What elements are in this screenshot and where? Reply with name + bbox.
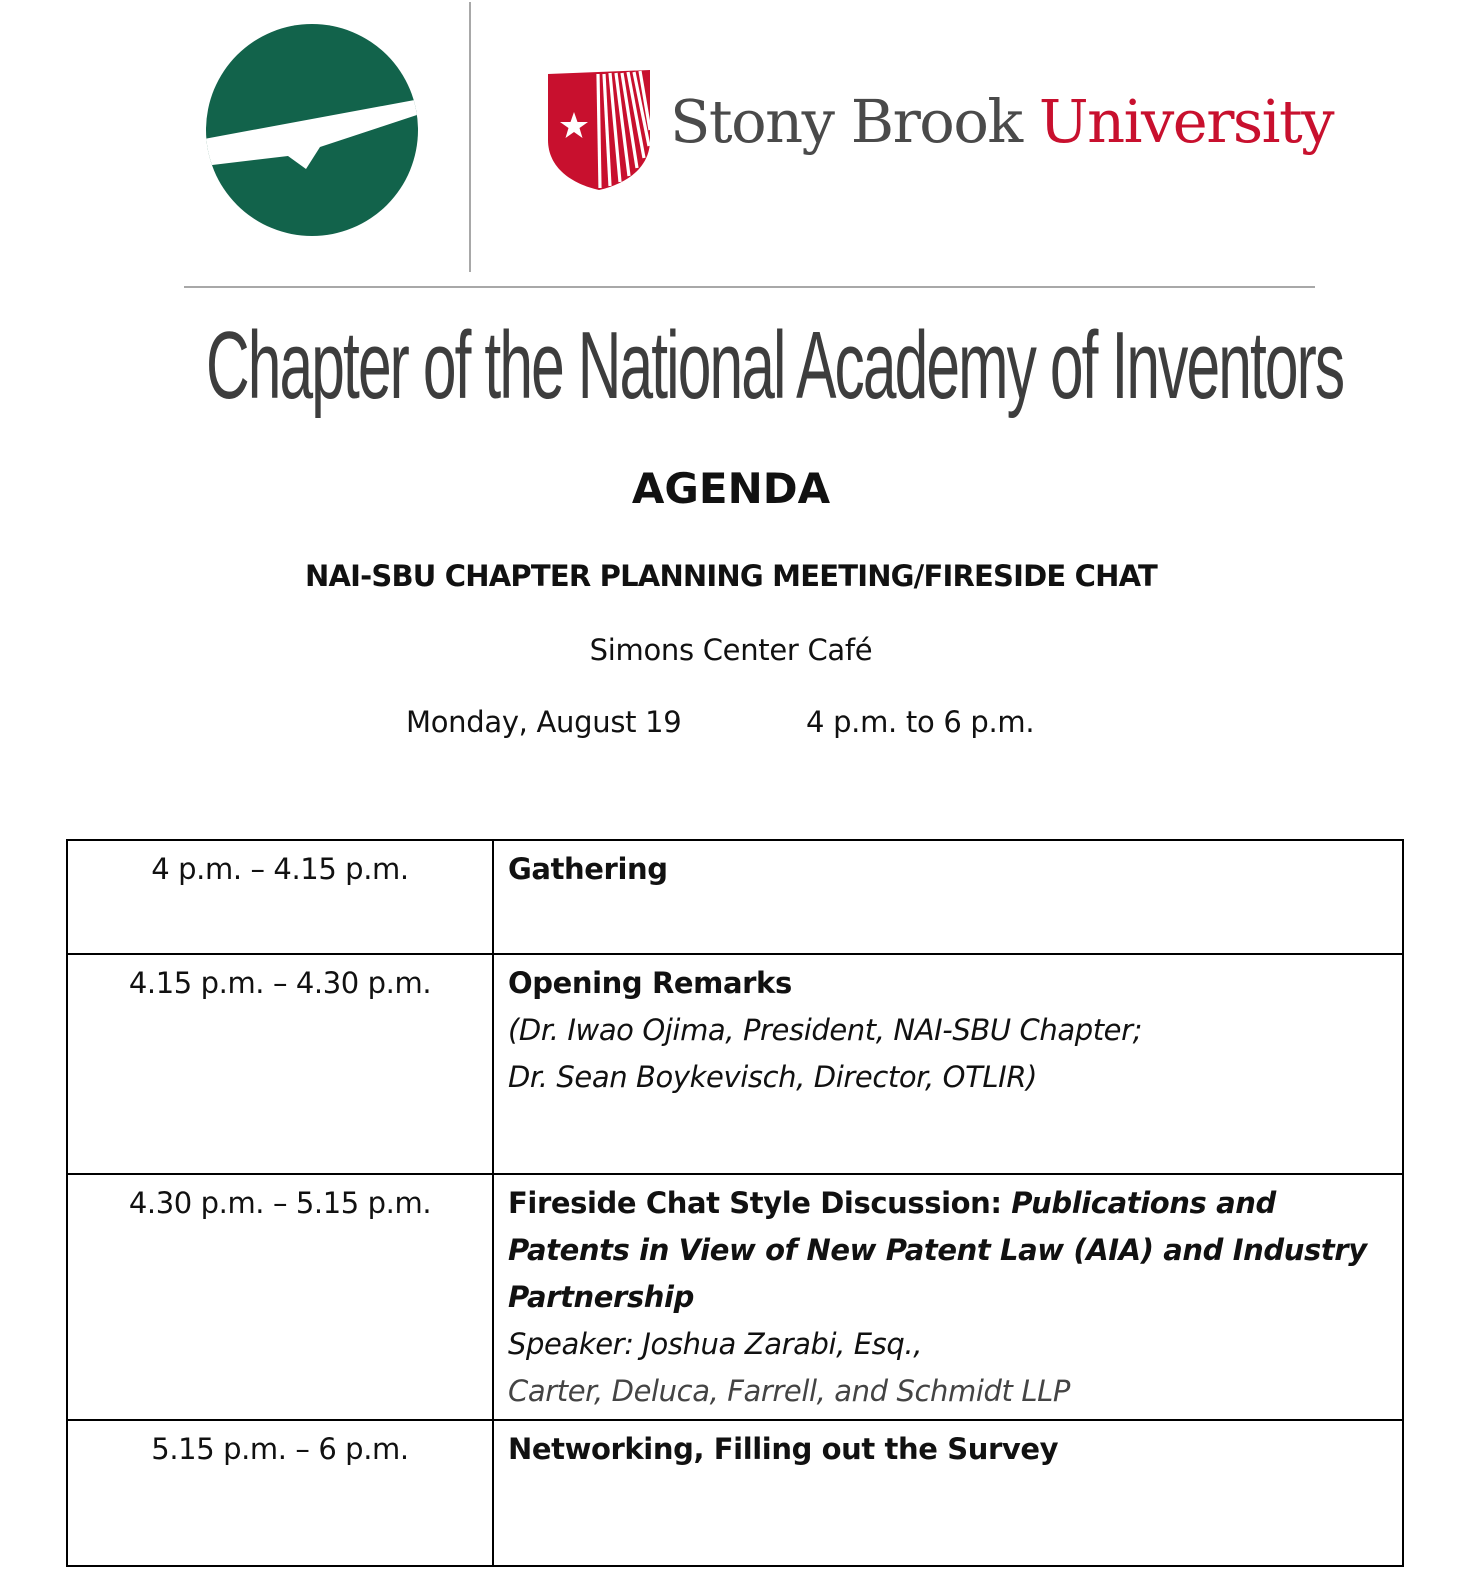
item-title: Fireside Chat Style Discussion: — [508, 1186, 1012, 1220]
item-detail: Carter, Deluca, Farrell, and Schmidt LLP — [508, 1374, 1070, 1408]
table-row — [67, 840, 1403, 954]
header-vertical-divider — [469, 2, 471, 272]
sbu-shield-logo — [546, 68, 652, 192]
sbu-wordmark — [670, 87, 1334, 156]
item-cell — [493, 1420, 1403, 1566]
item-title: Gathering — [508, 852, 668, 886]
header-logos — [0, 0, 1462, 300]
item-title: Networking, Filling out the Survey — [508, 1432, 1059, 1466]
agenda-heading: AGENDA — [631, 464, 831, 513]
item-cell — [493, 1174, 1403, 1420]
item-detail: (Dr. Iwao Ojima, President, NAI-SBU Chapter; — [508, 1013, 1143, 1047]
item-title-italic: Partnership — [508, 1280, 694, 1314]
item-detail: Dr. Sean Boykevisch, Director, OTLIR) — [508, 1060, 1037, 1094]
table-row — [67, 1174, 1403, 1420]
item-title-italic: Publications and — [1011, 1186, 1276, 1220]
chapter-title: Chapter of the National Academy of Inventors — [206, 312, 1344, 419]
agenda-table — [66, 839, 1404, 1567]
time-cell: 4.30 p.m. – 5.15 p.m. — [67, 1174, 493, 1420]
sbu-wordmark-university: University — [1038, 87, 1334, 156]
table-row — [67, 954, 1403, 1174]
meeting-date: Monday, August 19 — [406, 705, 682, 739]
time-cell: 4 p.m. – 4.15 p.m. — [67, 840, 493, 954]
table-row — [67, 1420, 1403, 1566]
meeting-title: NAI-SBU CHAPTER PLANNING MEETING/FIRESIDE CHAT — [305, 559, 1157, 593]
header-horizontal-divider — [184, 286, 1315, 288]
time-cell: 4.15 p.m. – 4.30 p.m. — [67, 954, 493, 1174]
nai-logo — [204, 24, 420, 236]
meeting-venue: Simons Center Café — [589, 633, 873, 667]
sbu-wordmark-stony-brook: Stony Brook — [670, 87, 1022, 156]
item-cell — [493, 954, 1403, 1174]
time-cell: 5.15 p.m. – 6 p.m. — [67, 1420, 493, 1566]
item-title-italic: Patents in View of New Patent Law (AIA) and Industry — [508, 1233, 1367, 1267]
item-cell — [493, 840, 1403, 954]
item-title: Opening Remarks — [508, 966, 792, 1000]
meeting-time: 4 p.m. to 6 p.m. — [806, 705, 1035, 739]
item-detail: Speaker: Joshua Zarabi, Esq., — [508, 1327, 923, 1361]
